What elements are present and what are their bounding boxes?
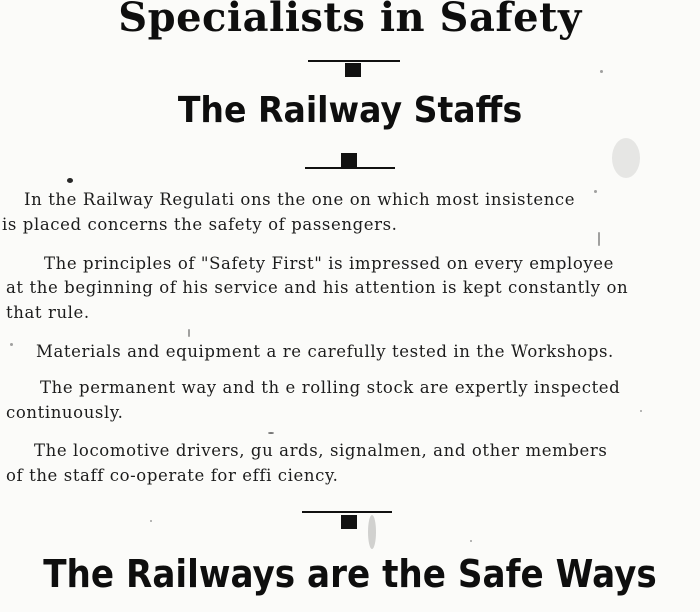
paragraph-2-line-1: The principles of "Safety First" is impressed on every employee [44, 254, 615, 273]
paragraph-5-line-1: The locomotive drivers, gu ards, signalmen, and other members [34, 441, 608, 460]
paragraph-5-line-2: of the staff co-operate for effi ciency. [6, 466, 339, 485]
subheadline: The Railway Staffs [177, 90, 523, 131]
paragraph-3-line-1: Materials and equipment a re carefully tested in the Workshops. [36, 342, 614, 361]
paragraph-1-line-2: is placed concerns the safety of passengers. [2, 215, 398, 234]
slogan: The Railways are the Safe Ways [43, 552, 657, 596]
headline: Specialists in Safety [118, 0, 582, 41]
paragraph-4-line-1: The permanent way and th e rolling stock are expertly inspected [40, 378, 621, 397]
paragraph-2-line-3: that rule. [6, 303, 90, 322]
paragraph-2-line-2: at the beginning of his service and his attention is kept constantly on [6, 278, 629, 297]
paragraph-1-line-1: In the Railway Regulati ons the one on which most insistence [24, 190, 576, 209]
paragraph-4-line-2: continuously. [6, 403, 124, 422]
